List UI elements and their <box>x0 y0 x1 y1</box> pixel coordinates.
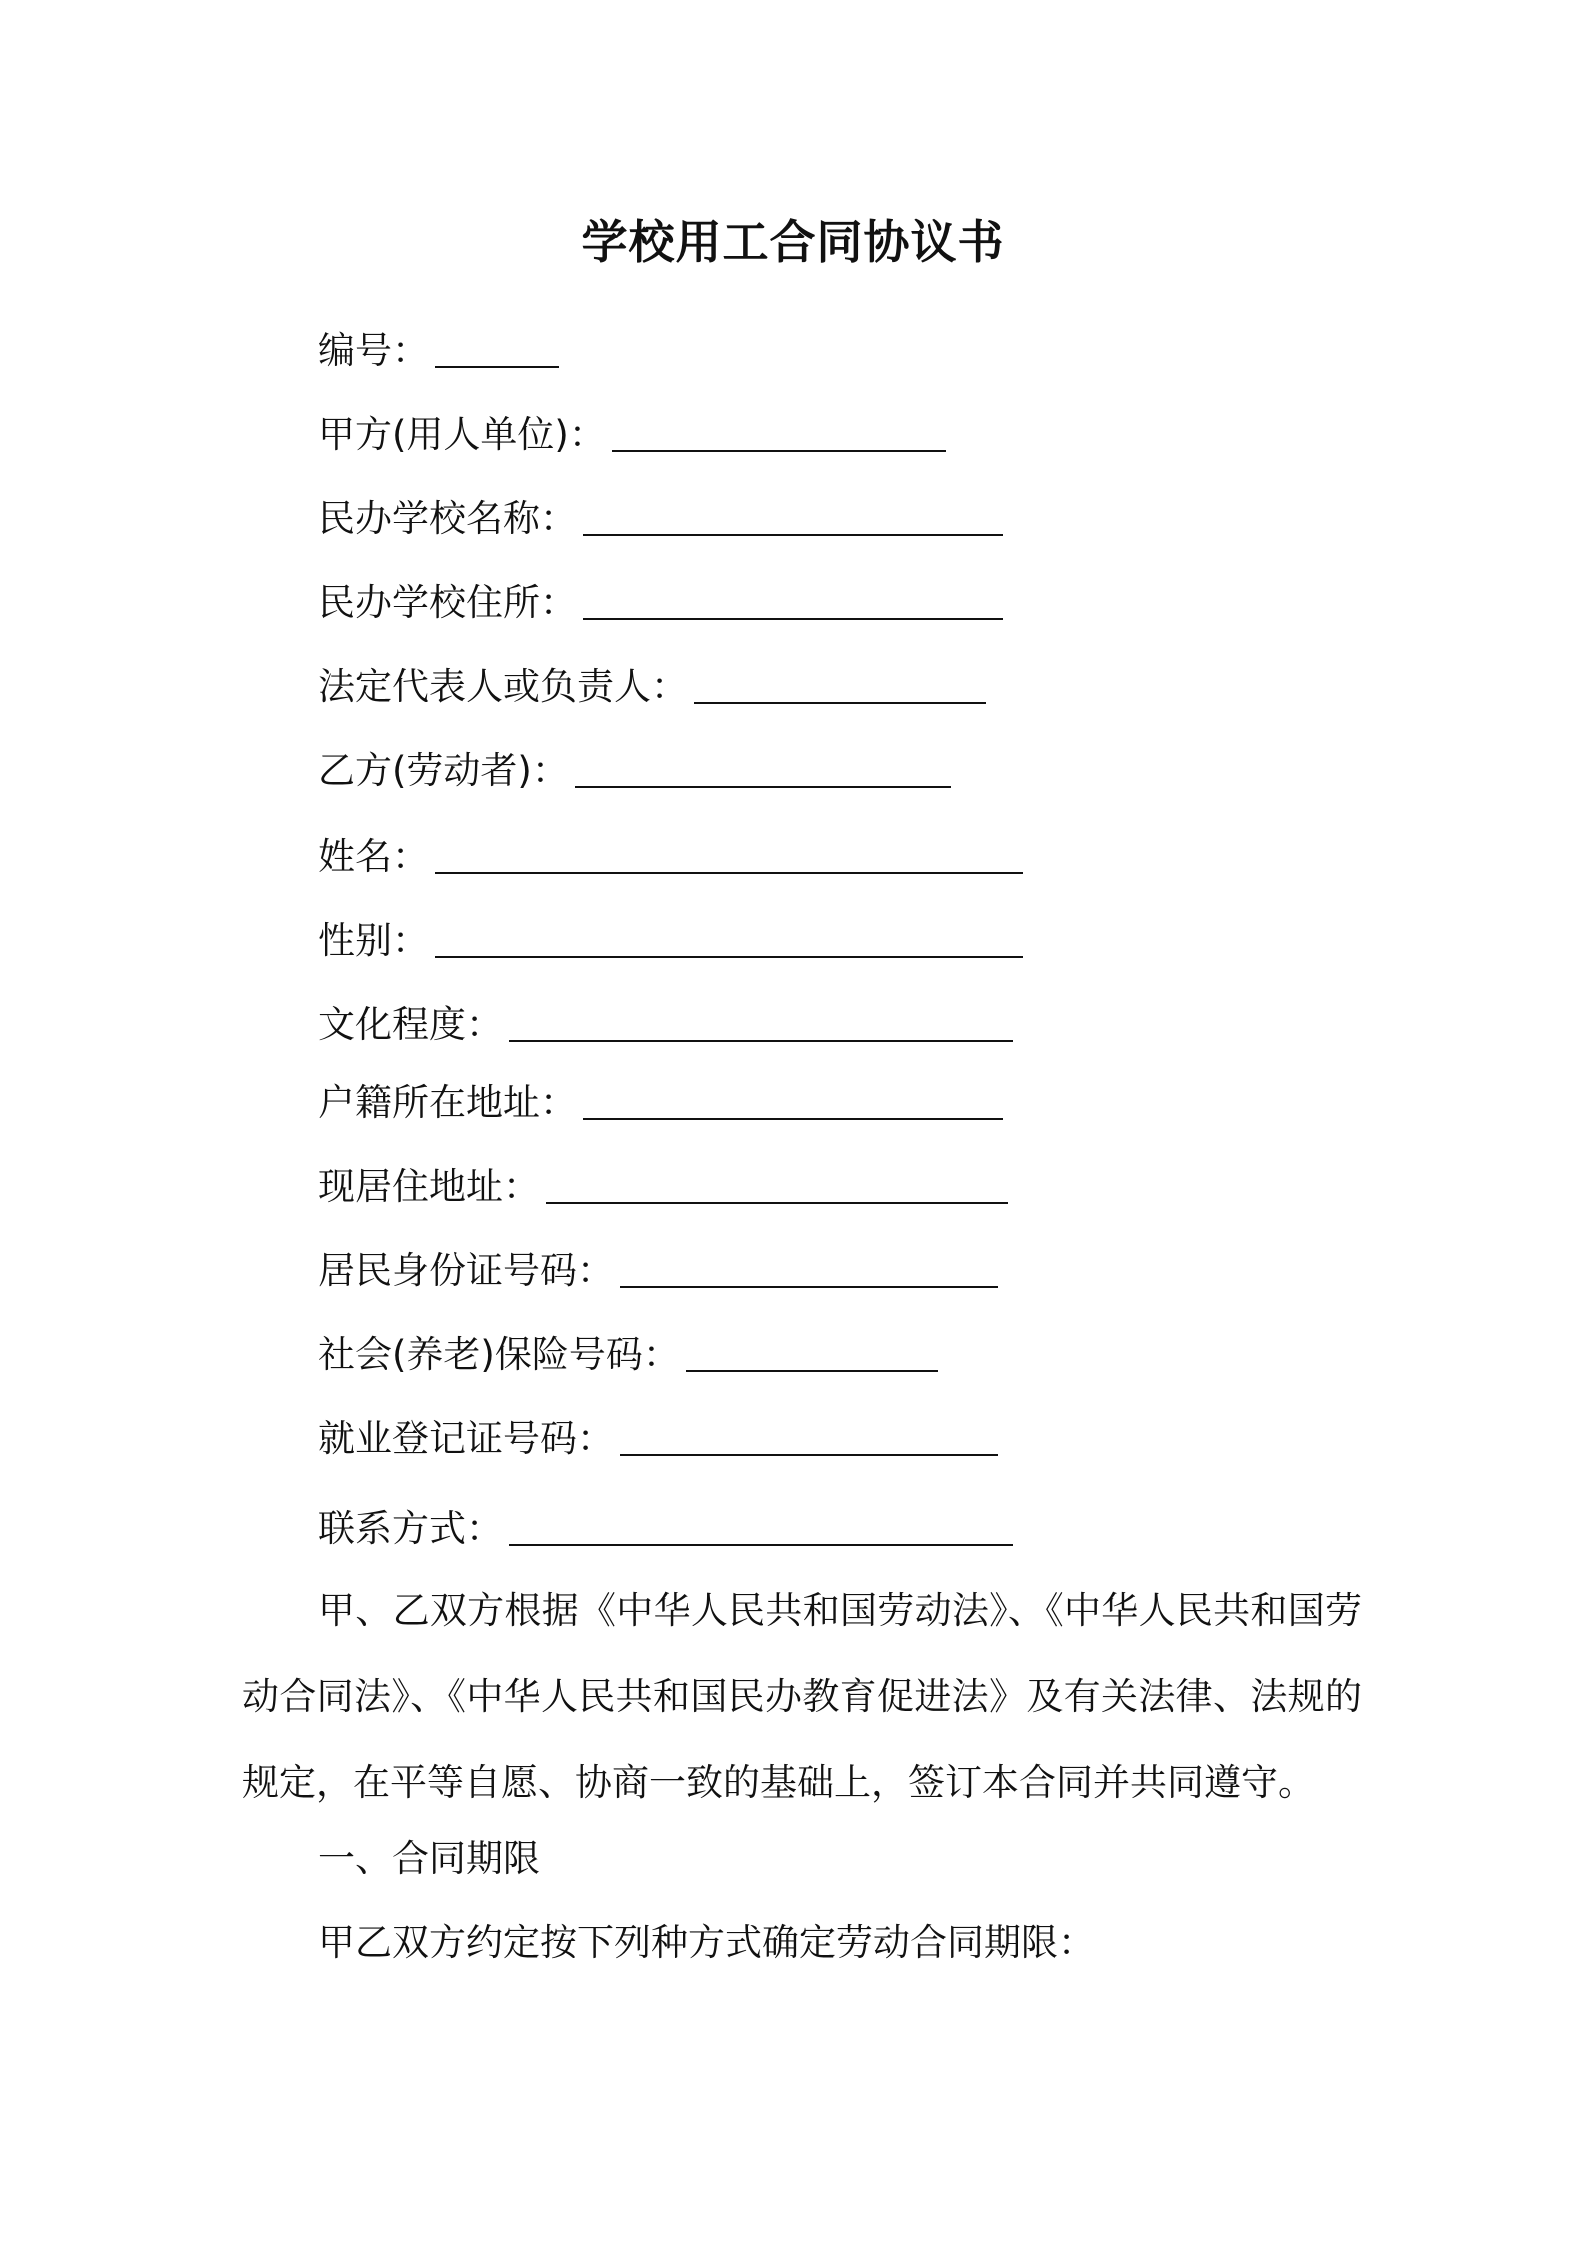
field-party-b <box>318 746 951 796</box>
field-colon: ： <box>531 749 569 792</box>
field-colon: ： <box>503 1165 540 1208</box>
field-household-address <box>318 1078 1003 1128</box>
field-label: 编号 <box>318 329 392 372</box>
field-colon: ： <box>392 835 429 878</box>
fill-in-blank[interactable] <box>546 1202 1008 1204</box>
field-colon: ： <box>540 497 577 540</box>
field-gender <box>318 916 1023 966</box>
field-label: 性别 <box>318 919 392 962</box>
field-contact <box>318 1504 1013 1554</box>
fill-in-blank[interactable] <box>583 1118 1003 1120</box>
fill-in-blank[interactable] <box>583 534 1003 536</box>
section-heading-contract-term: 一、合同期限 <box>318 1837 540 1880</box>
field-label: 民办学校住所 <box>318 581 540 624</box>
field-label: 联系方式 <box>318 1507 466 1550</box>
fill-in-blank[interactable] <box>612 450 946 452</box>
field-label: 户籍所在地址 <box>318 1081 540 1124</box>
section-text-contract-term: 甲乙双方约定按下列种方式确定劳动合同期限： <box>318 1921 1095 1964</box>
fill-in-blank[interactable] <box>509 1040 1013 1042</box>
field-label: 文化程度 <box>318 1003 466 1046</box>
field-colon: ： <box>466 1003 503 1046</box>
fill-in-blank[interactable] <box>620 1454 998 1456</box>
field-employment-registration-number <box>318 1414 998 1464</box>
field-label: 姓名 <box>318 835 392 878</box>
field-label: 甲方(用人单位) <box>318 413 569 456</box>
intro-paragraph: 甲、乙双方根据《中华人民共和国劳动法》、《中华人民共和国劳动合同法》、《中华人民共和国民办教育促进法》及有关法律、法规的规定，在平等自愿、协商一致的基础上，签订本合同并共同遵守。 <box>242 1589 1362 1804</box>
field-colon: ： <box>466 1507 503 1550</box>
field-label: 民办学校名称 <box>318 497 540 540</box>
field-colon: ： <box>540 1081 577 1124</box>
fill-in-blank[interactable] <box>509 1544 1013 1546</box>
field-current-address <box>318 1162 1008 1212</box>
field-contract-number <box>318 326 559 376</box>
field-label: 就业登记证号码 <box>318 1417 577 1460</box>
field-social-insurance-number <box>318 1330 938 1380</box>
fill-in-blank[interactable] <box>435 872 1023 874</box>
field-label: 居民身份证号码 <box>318 1249 577 1292</box>
field-colon: ： <box>651 665 688 708</box>
fill-in-blank[interactable] <box>694 702 986 704</box>
fill-in-blank[interactable] <box>583 618 1003 620</box>
field-id-number <box>318 1246 998 1296</box>
field-education-level <box>318 1000 1013 1050</box>
field-name <box>318 832 1023 882</box>
field-colon: ： <box>642 1333 680 1376</box>
field-label: 现居住地址 <box>318 1165 503 1208</box>
field-label: 乙方(劳动者) <box>318 749 532 792</box>
field-colon: ： <box>577 1249 614 1292</box>
fill-in-blank[interactable] <box>686 1370 938 1372</box>
document-title: 学校用工合同协议书 <box>581 215 1005 269</box>
field-colon: ： <box>392 919 429 962</box>
field-colon: ： <box>392 329 429 372</box>
field-school-address <box>318 578 1003 628</box>
field-label: 法定代表人或负责人 <box>318 665 651 708</box>
field-colon: ： <box>577 1417 614 1460</box>
field-colon: ： <box>540 581 577 624</box>
field-school-name <box>318 494 1003 544</box>
field-colon: ： <box>568 413 606 456</box>
field-label: 社会(养老)保险号码 <box>318 1333 643 1376</box>
fill-in-blank[interactable] <box>575 786 951 788</box>
fill-in-blank[interactable] <box>435 956 1023 958</box>
fill-in-blank[interactable] <box>435 366 559 368</box>
fill-in-blank[interactable] <box>620 1286 998 1288</box>
field-party-a <box>318 410 946 460</box>
field-legal-representative <box>318 662 986 712</box>
